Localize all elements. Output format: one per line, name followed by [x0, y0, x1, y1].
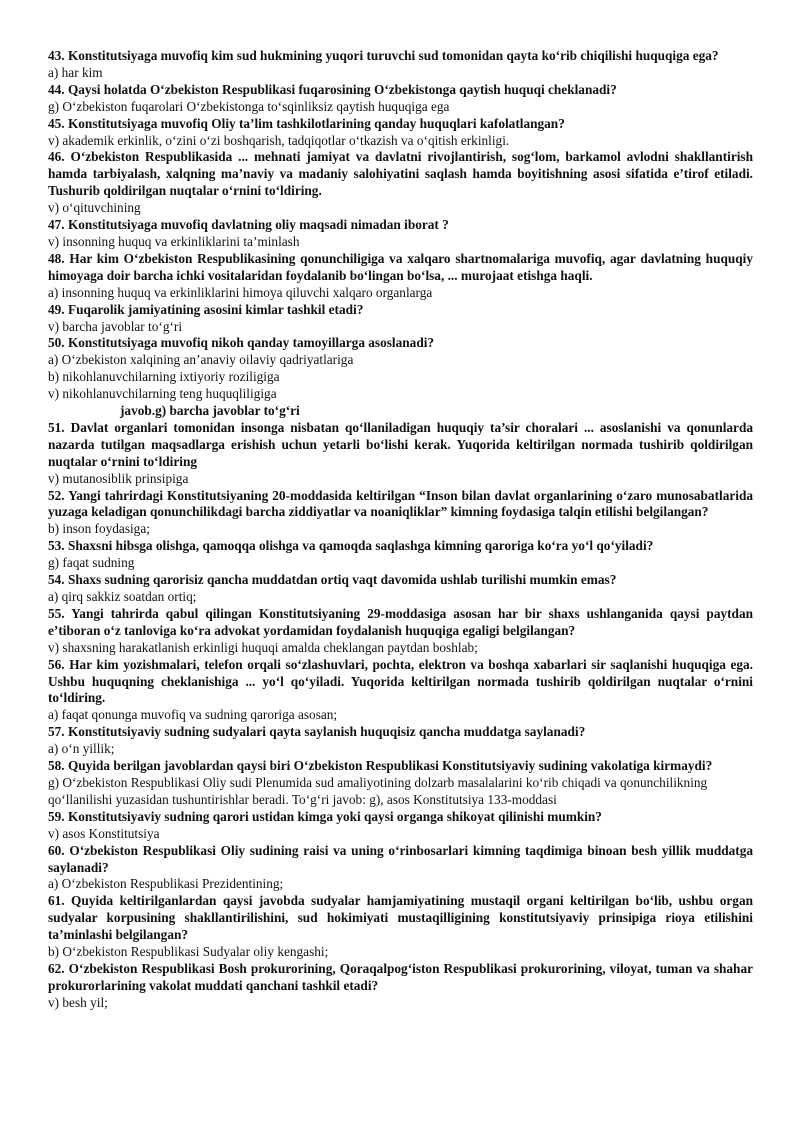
- question-text: 56. Har kim yozishmalari, telefon orqali so‘zlashuvlari, pochta, elektron va boshqa xabarlari sir saqlanishi huquqiga ega. Ushbu huquqning cheklanishiga ... yo‘l qo‘yiladi. Yuqorida keltirilgan normada tushirib qoldirilgan nuqtalar o‘rnini to‘ldiring.: [48, 656, 753, 706]
- answer-text: a) qirq sakkiz soatdan ortiq;: [48, 589, 197, 604]
- question-text: 53. Shaxsni hibsga olishga, qamoqqa olishga va qamoqda saqlashga kimning qaroriga ko‘ra yo‘l qo‘yiladi?: [48, 538, 654, 554]
- answer-text: g) faqat sudning: [48, 555, 135, 571]
- answer-text: a) o‘n yillik;: [48, 741, 115, 757]
- question-text: 60. O‘zbekiston Respublikasi Oliy sudining raisi va uning o‘rinbosarlari kimning taqdimiga binoan besh yillik muddatga saylanadi?: [48, 842, 753, 875]
- question-text: 46. O‘zbekiston Respublikasida ... mehnati jamiyat va davlatni rivojlantirish, sog‘lom, barkamol avlodni shakllantirish hamda tarbiyalash, xalqning ma’naviy va madaniy salohiyatini saqlash hamda boyitishning asosi sifatida e’tirof etiladi. Tushurib qoldirilgan nuqtalar o‘rnini to‘ldiring.: [48, 149, 753, 199]
- answer-text: b) O‘zbekiston Respublikasi Sudyalar oliy kengashi;: [48, 944, 329, 960]
- question-text: 59. Konstitutsiyaviy sudning qarori ustidan kimga yoki qaysi organga shikoyat qilinishi mumkin?: [48, 808, 602, 824]
- answer-text: v) o‘qituvchining: [48, 200, 141, 216]
- question-text: 43. Konstitutsiyaga muvofiq kim sud hukmining yuqori turuvchi sud tomonidan qayta ko‘rib chiqilishi huquqiga ega?: [48, 48, 719, 63]
- answer-key-text: javob.g) barcha javoblar to‘g‘ri: [120, 403, 300, 419]
- answer-text: v) akademik erkinlik, o‘zini o‘zi boshqarish, tadqiqotlar o‘tkazish va o‘qitish erkinligi.: [48, 132, 510, 148]
- answer-text: g) O‘zbekiston Respublikasi Oliy sudi Plenumida sud amaliyotining dolzarb masalalarini ko‘rib chiqadi va qonunchilikning qo‘llanilishi yuzasidan tushuntirishlar beradi. To‘g‘ri javob: g), asos Konstitutsiya 133-moddasi: [48, 774, 708, 807]
- question-text: 54. Shaxs sudning qarorisiz qancha muddatdan ortiq vaqt davomida ushlab turilishi mumkin emas?: [48, 572, 617, 588]
- answer-text: a) O‘zbekiston xalqining an’anaviy oilaviy qadriyatlariga: [48, 352, 354, 368]
- question-text: 57. Konstitutsiyaviy sudning sudyalari qayta saylanish huquqisiz qancha muddatga saylanadi?: [48, 724, 586, 740]
- answer-text: v) barcha javoblar to‘g‘ri: [48, 318, 183, 334]
- question-text: 58. Quyida berilgan javoblardan qaysi biri O‘zbekiston Respublikasi Konstitutsiyaviy sudining vakolatiga kirmaydi?: [48, 758, 713, 774]
- question-text: 51. Davlat organlari tomonidan insonga nisbatan qo‘llaniladigan huquqiy ta’sir choralari ... asoslanishi va qonunlarda nazarda tutilgan maqsadlarga erishish uchun yetarli bo‘lishi kerak. Yuqorida keltirilgan normada tushirib qoldirilgan nuqtalar o‘rnini to‘ldiring: [48, 419, 753, 469]
- answer-text: v) mutanosiblik prinsipiga: [48, 470, 189, 486]
- question-text: 49. Fuqarolik jamiyatining asosini kimlar tashkil etadi?: [48, 301, 364, 317]
- question-text: 48. Har kim O‘zbekiston Respublikasining qonunchiligiga va xalqaro shartnomalariga muvofiq, agar davlatning huquqiy himoyaga doir barcha ichki vositalaridan foydalanib bo‘lingan bo‘lsa, ... murojaat etishga haqli.: [48, 250, 753, 283]
- answer-text: v) nikohlanuvchilarning teng huquqliligiga: [48, 386, 277, 402]
- answer-text: v) shaxsning harakatlanish erkinligi huquqi amalda cheklangan paytdan boshlab;: [48, 639, 478, 655]
- question-text: 50. Konstitutsiyaga muvofiq nikoh qanday tamoyillarga asoslanadi?: [48, 335, 435, 351]
- question-text: 47. Konstitutsiyaga muvofiq davlatning oliy maqsadi nimadan iborat ?: [48, 217, 449, 233]
- question-text: 52. Yangi tahrirdagi Konstitutsiyaning 20-moddasida keltirilgan “Inson bilan davlat organlarining o‘zaro munosabatlarida yuzaga keladigan qonunchilikdagi barcha ziddiyatlar va noaniqliklar” kimning foydasiga talqin etilishi belgilangan?: [48, 487, 753, 520]
- question-text: 62. O‘zbekiston Respublikasi Bosh prokurorining, Qoraqalpog‘iston Respublikasi prokurorining, viloyat, tuman va shahar prokurorlarining vakolat muddati qanchani tashkil etadi?: [48, 960, 753, 993]
- answer-text: v) besh yil;: [48, 994, 108, 1010]
- answer-text: a) har kim: [48, 64, 103, 80]
- answer-text: g) O‘zbekiston fuqarolari O‘zbekistonga to‘sqinliksiz qaytish huquqiga ega: [48, 98, 450, 114]
- question-text: 44. Qaysi holatda O‘zbekiston Respublikasi fuqarosining O‘zbekistonga qaytish huquqi cheklanadi?: [48, 81, 617, 97]
- question-text: 55. Yangi tahrirda qabul qilingan Konstitutsiyaning 29-moddasiga asosan har bir shaxs ushlanganida qaysi paytdan e’tiboran o‘z tanloviga ko‘ra advokat yordamidan foydalanish huquqiga egaligi belgilangan?: [48, 605, 753, 638]
- answer-text: v) insonning huquq va erkinliklarini ta’minlash: [48, 233, 300, 249]
- answer-text: b) nikohlanuvchilarning ixtiyoriy roziligiga: [48, 369, 280, 385]
- answer-text: a) O‘zbekiston Respublikasi Prezidentining;: [48, 876, 284, 892]
- answer-text: b) inson foydasiga;: [48, 521, 150, 537]
- answer-text: a) faqat qonunga muvofiq va sudning qaroriga asosan;: [48, 707, 338, 723]
- question-text: 61. Quyida keltirilganlardan qaysi javobda sudyalar hamjamiyatining mustaqil organi keltirilgan bo‘lib, ushbu organ sudyalar korpusining shakllantirilishini, sud hokimiyati mustaqilligining konstitutsiyaviy prinsipiga rioya etilishini ta’minlashi belgilangan?: [48, 893, 753, 943]
- answer-text: a) insonning huquq va erkinliklarini himoya qiluvchi xalqaro organlarga: [48, 284, 433, 300]
- answer-text: v) asos Konstitutsiya: [48, 825, 160, 841]
- question-text: 45. Konstitutsiyaga muvofiq Oliy ta’lim tashkilotlarining qanday huquqlari kafolatlangan?: [48, 115, 565, 131]
